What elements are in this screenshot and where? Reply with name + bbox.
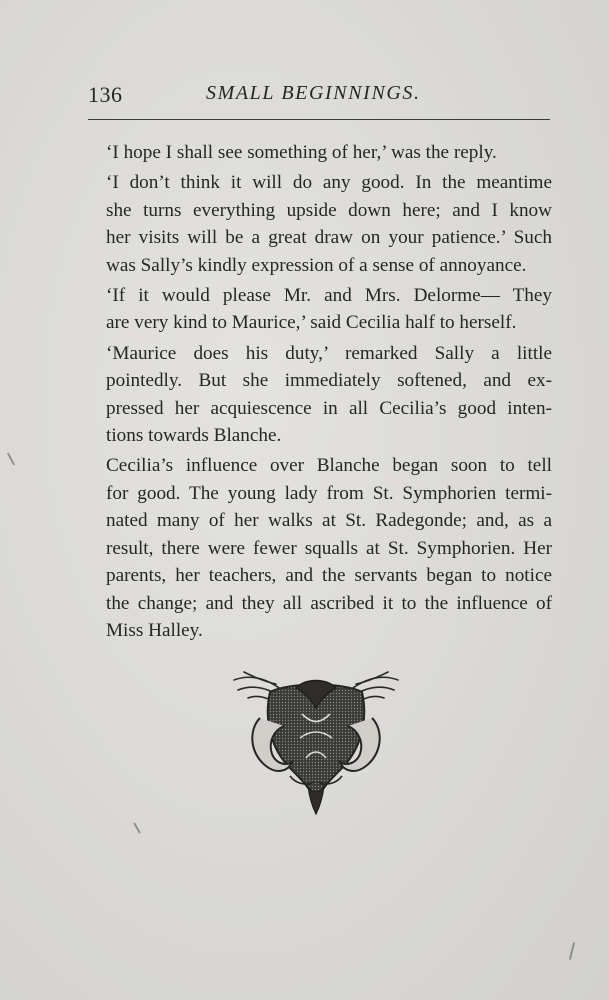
running-head <box>88 80 550 112</box>
text-line: Cecilia’s influence over Blanche began soon to tell <box>106 455 552 477</box>
tailpiece-ornament-icon <box>230 668 402 816</box>
stray-mark <box>569 942 575 960</box>
text-line: Miss Halley. <box>106 619 203 641</box>
stray-mark <box>133 822 141 833</box>
text-line: the change; and they all ascribed it to the influence of <box>106 592 552 614</box>
text-line: ‘I don’t think it will do any good. In the meantime <box>106 172 552 194</box>
text-line: result, there were fewer squalls at St. Symphorien. Her <box>106 537 552 559</box>
text-line: are very kind to Maurice,’ said Cecilia half to herself. <box>106 312 517 334</box>
page-number: 136 <box>88 82 123 107</box>
text-line: ‘I hope I shall see something of her,’ was the reply. <box>106 142 497 163</box>
text-line: pointedly. But she immediately softened, and ex- <box>106 370 552 392</box>
text-line: ‘Maurice does his duty,’ remarked Sally a little <box>106 342 552 364</box>
paragraph-4 <box>88 340 552 450</box>
text-line: pressed her acquiescence in all Cecilia’s good inten- <box>106 397 552 419</box>
text-line: she turns everything upside down here; and I know <box>106 199 552 221</box>
text-line: was Sally’s kindly expression of a sense of annoyance. <box>106 254 527 276</box>
running-title: SMALL BEGINNINGS. <box>206 82 421 104</box>
text-line: parents, her teachers, and the servants began to notice <box>106 565 552 587</box>
header-rule <box>88 119 550 120</box>
text-line: for good. The young lady from St. Symphorien termi- <box>106 482 552 504</box>
text-line: tions towards Blanche. <box>106 425 282 447</box>
paragraph-1 <box>88 139 552 166</box>
text-line: nated many of her walks at St. Radegonde; and, as a <box>106 510 552 532</box>
text-line: her visits will be a great draw on your patience.’ Such <box>106 227 552 249</box>
body-text <box>88 139 552 647</box>
paragraph-5 <box>88 452 552 644</box>
text-line: ‘If it would please Mr. and Mrs. Delorme— They <box>106 285 552 307</box>
paragraph-3 <box>88 282 552 337</box>
paragraph-2 <box>88 169 552 279</box>
stray-mark <box>7 452 15 465</box>
